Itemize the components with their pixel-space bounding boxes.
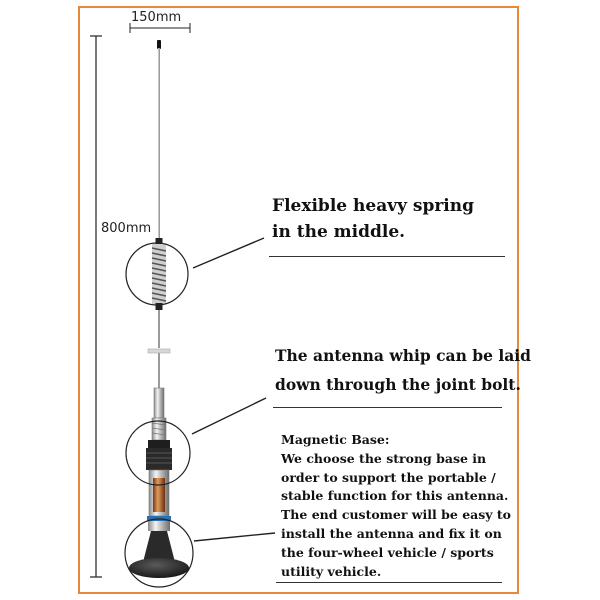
height-dimension xyxy=(90,36,102,577)
base-caption-line: utility vehicle. xyxy=(281,563,382,579)
spring-caption-line: Flexible heavy spring xyxy=(272,196,474,216)
spring-caption-line: in the middle. xyxy=(272,222,406,242)
width-label: 150mm xyxy=(131,10,182,25)
magnetic-base xyxy=(129,440,189,578)
base-rule xyxy=(276,582,502,583)
base-caption-line: We choose the strong base in xyxy=(281,450,487,466)
base-caption-title: Magnetic Base: xyxy=(281,432,390,447)
joint-caption xyxy=(275,341,531,399)
base-caption-line: install the antenna and fix it on xyxy=(281,525,502,541)
joint-caption-line: The antenna whip can be laid xyxy=(275,346,532,365)
joint-caption-line: down through the joint bolt. xyxy=(275,375,521,394)
base-caption-line: stable function for this antenna. xyxy=(281,488,509,504)
base-caption-line: the four-wheel vehicle / sports xyxy=(281,544,494,560)
height-label: 800mm xyxy=(101,221,152,236)
joint-rule xyxy=(273,407,502,408)
spring-caption xyxy=(272,193,474,245)
base-caption-line: The end customer will be easy to xyxy=(281,507,512,523)
antenna-whip xyxy=(156,40,163,244)
spring-rule xyxy=(269,256,505,257)
base-caption-line: order to support the portable / xyxy=(281,469,496,485)
base-caption xyxy=(281,431,511,581)
leader-lines xyxy=(192,238,275,541)
joint-bolt xyxy=(152,388,166,440)
lower-whip xyxy=(148,310,170,388)
spring xyxy=(152,244,166,310)
